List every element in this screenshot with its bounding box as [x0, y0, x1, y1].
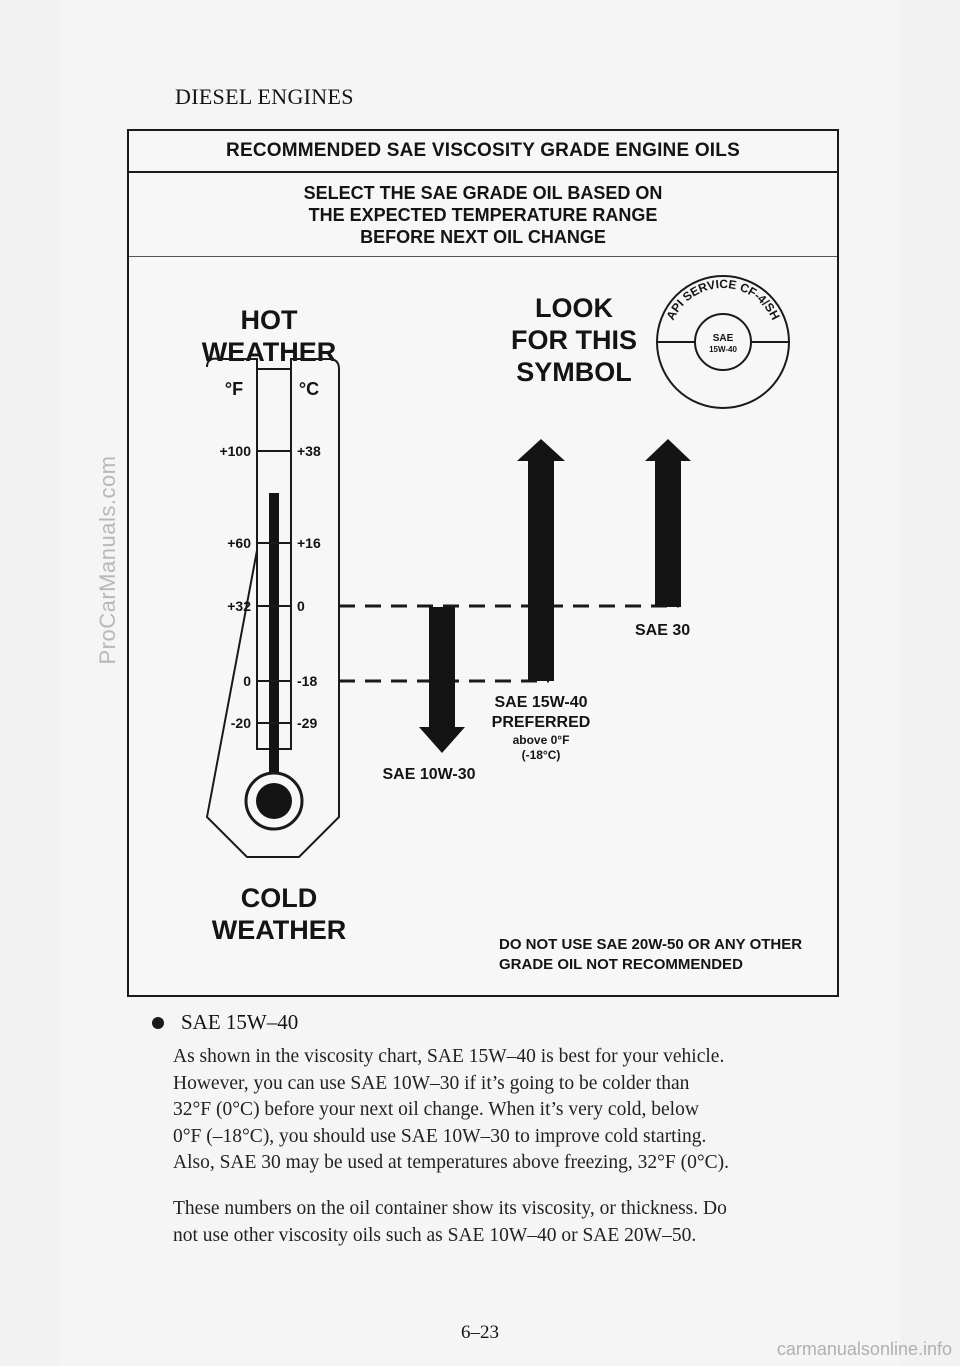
watermark-bottom: carmanualsonline.info: [776, 1339, 952, 1359]
paragraph-line: However, you can use SAE 10W–30 if it’s going to be colder than: [173, 1072, 690, 1094]
arrow-up: [645, 439, 691, 461]
tick-label-f: +60: [227, 535, 251, 551]
chart-instructions: [129, 173, 837, 257]
celsius-unit: °C: [298, 379, 320, 399]
paragraph-line: 32°F (0°C) before your next oil change. When it’s very cold, below: [173, 1099, 699, 1120]
label-sae10w30: SAE 10W-30: [382, 766, 476, 783]
section-title: DIESEL ENGINES: [175, 84, 354, 109]
page-number: 6–23: [461, 1322, 499, 1343]
look-label-line: LOOK: [535, 293, 613, 323]
thermometer: [207, 359, 339, 857]
watermark-side: ProCarManuals.com: [95, 455, 120, 665]
tick-label-c: +16: [297, 535, 321, 551]
fahrenheit-unit: °F: [224, 379, 244, 399]
symbol-center-line: SAE: [712, 333, 734, 344]
bullet-dot: [152, 1017, 164, 1029]
label-above-c: (-18°C): [521, 748, 561, 762]
chart-title: RECOMMENDED SAE VISCOSITY GRADE ENGINE OILS: [129, 131, 837, 173]
label-sae15w40: SAE 15W-40: [494, 694, 588, 711]
sae-30-bar: [645, 439, 691, 607]
instruction-line: BEFORE NEXT OIL CHANGE: [360, 226, 606, 247]
paragraph-line: These numbers on the oil container show its viscosity, or thickness. Do: [173, 1198, 727, 1219]
bullet-text: SAE 15W–40: [181, 1010, 299, 1034]
warning-line: GRADE OIL NOT RECOMMENDED: [499, 956, 743, 973]
symbol-ring-text: API SERVICE CF-4/SH: [663, 276, 783, 323]
tick-label-c: 0: [297, 598, 305, 614]
tick-label-f: 0: [243, 673, 251, 689]
hot-label-line: HOT: [240, 305, 298, 335]
paragraph-line: not use other viscosity oils such as SAE 10W–40 or SAE 20W–50.: [173, 1224, 697, 1246]
paragraph-line: As shown in the viscosity chart, SAE 15W–40 is best for your vehicle.: [173, 1046, 725, 1067]
label-preferred: PREFERRED: [491, 714, 591, 731]
viscosity-chart: [127, 129, 839, 997]
bar-30: [655, 459, 681, 607]
tick-label-c: +38: [297, 443, 321, 459]
bar-10w30: [429, 607, 455, 729]
thermometer-mercury: [269, 493, 279, 793]
arrow-down: [419, 727, 465, 753]
paragraph-line: 0°F (–18°C), you should use SAE 10W–30 to improve cold starting.: [173, 1125, 707, 1147]
tick-label-c: -18: [297, 673, 318, 689]
cold-label-line: WEATHER: [211, 915, 347, 945]
instruction-line: THE EXPECTED TEMPERATURE RANGE: [308, 204, 658, 225]
paragraph-viscosity: [173, 1044, 863, 1177]
look-label-line: SYMBOL: [516, 357, 632, 387]
bullet-item: [152, 1010, 298, 1035]
label-sae30: SAE 30: [635, 622, 691, 639]
paragraph-numbers: [173, 1196, 863, 1249]
look-label-line: FOR THIS: [511, 325, 637, 355]
tick-label-c: -29: [297, 715, 318, 731]
hot-label-line: WEATHER: [201, 337, 337, 367]
thermometer-bulb: [256, 783, 292, 819]
tick-label-f: +100: [219, 443, 251, 459]
tick-label-f: -20: [230, 715, 251, 731]
chart-diagram: [129, 257, 837, 997]
cold-label-line: COLD: [240, 883, 318, 913]
label-above: above 0°F: [512, 733, 570, 747]
sae-15w40-bar: [517, 439, 565, 681]
warning-line: DO NOT USE SAE 20W-50 OR ANY OTHER: [499, 936, 803, 953]
arrow-up: [517, 439, 565, 461]
symbol-center-line: 15W-40: [709, 345, 737, 354]
paragraph-line: Also, SAE 30 may be used at temperatures above freezing, 32°F (0°C).: [173, 1152, 730, 1173]
bar-15w40: [528, 459, 554, 681]
tick-label-f: +32: [227, 598, 251, 614]
instruction-line: SELECT THE SAE GRADE OIL BASED ON: [303, 182, 663, 203]
api-service-symbol: [657, 276, 789, 408]
